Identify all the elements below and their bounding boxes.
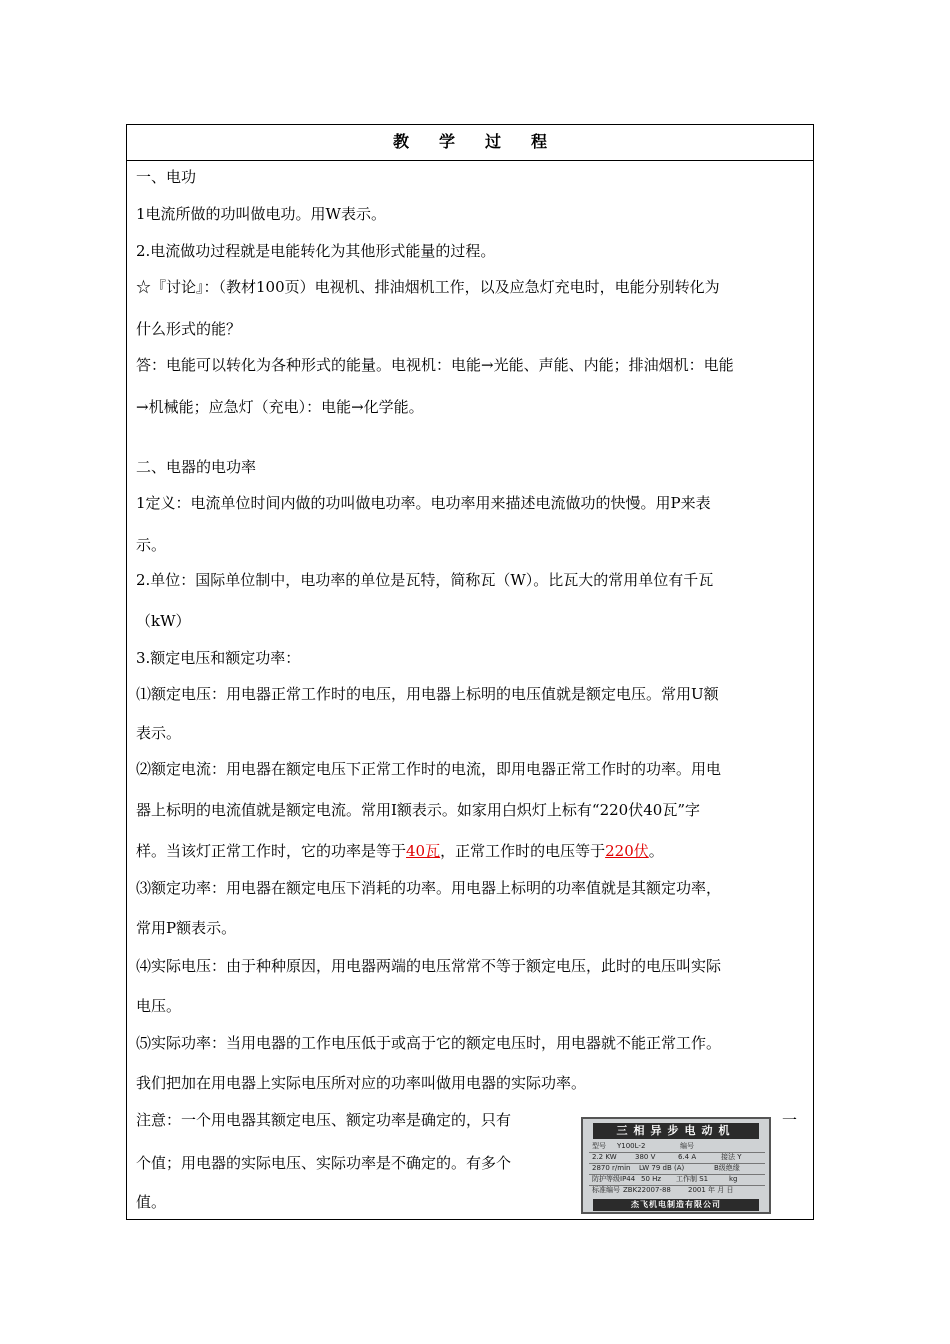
text-line: ⑴额定电压：用电器正常工作时的电压，用电器上标明的电压值就是额定电压。常用U额 <box>136 685 719 703</box>
nameplate-cell: LW 79 dB (A) <box>639 1164 685 1172</box>
nameplate-cell: 6.4 A <box>678 1153 697 1161</box>
nameplate-maker: 杰飞机电制造有限公司 <box>593 1199 759 1211</box>
text-segment: 样。当该灯正常工作时，它的功率是等于 <box>136 842 407 860</box>
nameplate-cell: 编号 <box>680 1142 694 1150</box>
answer-line: 答：电能可以转化为各种形式的能量。电视机：电能→光能、声能、内能；排油烟机：电能 <box>136 356 734 374</box>
note-line-end: 一 <box>782 1111 798 1129</box>
text-line: 2.单位：国际单位制中，电功率的单位是瓦特，简称瓦（W）。比瓦大的常用单位有千瓦 <box>136 571 714 589</box>
nameplate-cell: 防护等级IP44 <box>592 1175 636 1183</box>
nameplate-cell: kg <box>729 1175 738 1183</box>
text-line: 2.电流做功过程就是电能转化为其他形式能量的过程。 <box>136 242 496 260</box>
text-line: 3.额定电压和额定功率： <box>136 649 301 667</box>
text-line: →机械能；应急灯（充电）：电能→化学能。 <box>136 398 424 416</box>
nameplate-cell: 2001 年 月 日 <box>688 1186 734 1194</box>
text-line: ⑶额定功率：用电器在额定电压下消耗的功率。用电器上标明的功率值就是其额定功率， <box>136 879 722 897</box>
nameplate-cell: 380 V <box>635 1153 656 1161</box>
note-line: 值。 <box>136 1193 167 1211</box>
text-line: ⑵额定电流：用电器在额定电压下正常工作时的电流，即用电器正常工作时的功率。用电 <box>136 760 722 778</box>
motor-nameplate-image <box>581 1117 771 1214</box>
lesson-table <box>126 124 814 1220</box>
table-header: 教学过程 <box>127 125 813 161</box>
text-line: 1电流所做的功叫做电功。用W表示。 <box>136 205 386 223</box>
text-line <box>136 841 664 861</box>
nameplate-cell: 50 Hz <box>641 1175 662 1183</box>
nameplate-cell: 接法 Y <box>721 1153 742 1161</box>
note-line: 注意：一个用电器其额定电压、额定功率是确定的，只有 <box>136 1111 512 1129</box>
section-2-title: 二、电器的电功率 <box>136 458 257 476</box>
nameplate-cell: Y100L-2 <box>617 1142 646 1150</box>
nameplate-cell: 2.2 KW <box>592 1153 617 1161</box>
text-line: 器上标明的电流值就是额定电流。常用I额表示。如家用白炽灯上标有“220伏40瓦”字 <box>136 801 700 819</box>
nameplate-row <box>589 1185 765 1196</box>
nameplate-cell: B级绝缘 <box>714 1164 740 1172</box>
text-line: （kW） <box>136 612 191 630</box>
text-segment: 。 <box>648 842 664 860</box>
text-line: 电压。 <box>136 997 182 1015</box>
text-line: 常用P额表示。 <box>136 919 237 937</box>
text-line: 表示。 <box>136 724 182 742</box>
text-line: 示。 <box>136 536 167 554</box>
text-line: 1定义：电流单位时间内做的功叫做电功率。电功率用来描述电流做功的快慢。用P来表 <box>136 494 711 512</box>
text-line: 我们把加在用电器上实际电压所对应的功率叫做用电器的实际功率。 <box>136 1074 587 1092</box>
nameplate-cell: 2870 r/min <box>592 1164 631 1172</box>
nameplate-cell: 工作制 S1 <box>676 1175 709 1183</box>
nameplate-cell: 型号 <box>592 1142 606 1150</box>
text-line: 什么形式的能？ <box>136 320 242 338</box>
answer-voltage: 220伏 <box>605 842 649 860</box>
nameplate-cell: 标准编号 <box>592 1186 620 1194</box>
section-1-title: 一、电功 <box>136 168 197 186</box>
nameplate-title: 三相异步电动机 <box>593 1123 759 1139</box>
discussion-line: ☆『讨论』：（教材100页）电视机、排油烟机工作，以及应急灯充电时，电能分别转化为 <box>136 278 720 296</box>
note-line: 个值；用电器的实际电压、实际功率是不确定的。有多个 <box>136 1154 512 1172</box>
text-line: ⑷实际电压：由于种种原因，用电器两端的电压常常不等于额定电压，此时的电压叫实际 <box>136 957 722 975</box>
text-line: ⑸实际功率：当用电器的工作电压低于或高于它的额定电压时，用电器就不能正常工作。 <box>136 1034 722 1052</box>
nameplate-cell: ZBK22007-88 <box>623 1186 671 1194</box>
text-segment: ，正常工作时的电压等于 <box>440 842 606 860</box>
answer-power: 40瓦 <box>406 842 441 860</box>
